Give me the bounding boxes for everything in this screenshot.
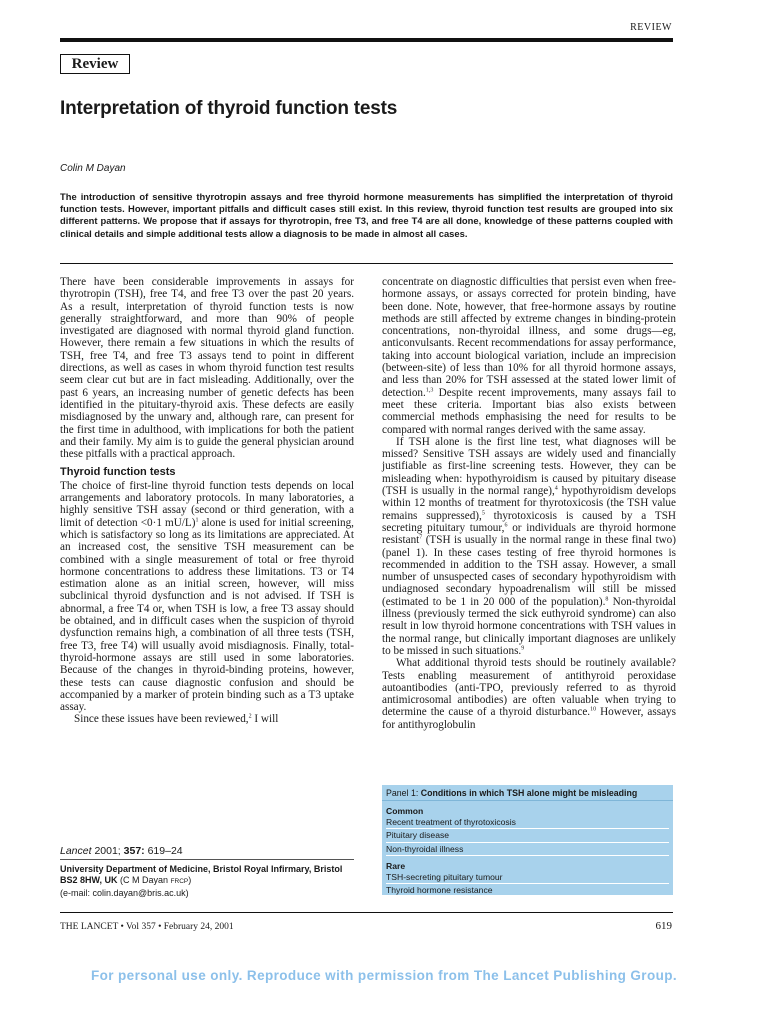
text-run: However, assays for antithyroglobulin xyxy=(382,706,676,731)
page-number: 619 xyxy=(655,920,672,932)
reference-marker[interactable]: 8 xyxy=(605,595,609,602)
panel-list-item: Non-thyroidal illness xyxy=(386,843,669,856)
text-run: alone is used for initial screening, which is satisfactory so long as its limitations are appreciated. At an increased cost, the sensitive TSH measurement can be combined with a single measurement of total or free thyroid hormone concentrations to address these limitations. T3 or T4 estimation alone as an initial screen, however, will miss subclinical thyroid dysfunction and is not advised. If TSH is abnormal, a free T4 or, when TSH is low, a free T3 assay should be obtained, and in difficult cases when the suspicion of thyroid dysfunction remains high, a combination of all three tests (TSH, free T3, free T4) will usually avoid misdiagnosis. Finally, total-thyroid-hormone assays are still used in some laboratories. Because of the changes in thyroid-binding proteins, however, these tests can cause diagnostic confusion and should be accompanied by a marker of protein binding such as a T3 uptake assay. xyxy=(60,516,354,714)
right-column xyxy=(382,276,676,731)
panel-common-section xyxy=(382,801,673,856)
affiliation-author: (C M Dayan xyxy=(117,875,171,886)
panel-section-heading: Rare xyxy=(386,860,406,871)
citation-journal: Lancet xyxy=(60,845,92,857)
panel-title-text: Conditions in which TSH alone might be misleading xyxy=(420,788,638,798)
body-paragraph xyxy=(382,276,676,436)
author-email[interactable]: (e-mail: colin.dayan@bris.ac.uk) xyxy=(60,887,189,898)
text-run: thyrotoxicosis is caused by a TSH secreting pituitary tumour, xyxy=(382,509,676,534)
reference-marker[interactable]: 10 xyxy=(590,706,597,713)
body-paragraph xyxy=(382,436,676,657)
citation-year: 2001; xyxy=(91,845,124,857)
text-run: Since these issues have been reviewed, xyxy=(74,713,249,726)
author-degree: FRCP xyxy=(170,878,189,886)
citation-block xyxy=(60,846,354,899)
footer-journal-line: THE LANCET • Vol 357 • February 24, 2001 xyxy=(60,922,234,932)
text-run: Non-thyroidal illness (previously termed the sick euthyroid syndrome) can also result in low thyroid hormone concentrations with TSH values in the normal range, but clinically important diagnoses are unlikely to be missed in such situations. xyxy=(382,595,677,657)
panel-list-item: Recent treatment of thyrotoxicosis xyxy=(386,816,669,829)
text-run: concentrate on diagnostic difficulties that persist even when free-hormone assays, or assays corrected for protein binding, have been done. Note, however, that free-hormone assays by routine methods are still affected by extreme changes in binding-protein concentrations, non-thyroidal illness, and some drugs—eg, anticonvulsants. Recent recommendations for assay performance, taking into account biological variation, include an imprecision (between-site) of less than 10% for all thyroid hormone assays, and less than 20% for TSH assessed at the stated lower limit of detection. xyxy=(382,276,676,399)
reference-marker[interactable]: 4 xyxy=(554,485,558,492)
article-title: Interpretation of thyroid function tests xyxy=(60,98,398,119)
text-run: hypothyroidism develops within 12 months of treatment for thyrotoxicosis (the TSH value remains suppressed), xyxy=(382,485,676,522)
text-run: I will xyxy=(251,713,279,726)
left-column xyxy=(60,276,354,726)
permission-notice: For personal use only. Reproduce with permission from The Lancet Publishing Group. xyxy=(90,968,678,983)
reference-marker[interactable]: 5 xyxy=(481,509,485,516)
reference-marker[interactable]: 7 xyxy=(419,534,423,541)
affiliation xyxy=(60,864,354,887)
panel-list-item: TSH-secreting pituitary tumour xyxy=(386,871,669,884)
citation-pages: 619–24 xyxy=(144,845,183,857)
top-rule xyxy=(60,38,673,42)
text-run: If TSH alone is the first line test, what diagnoses will be missed? Sensitive TSH assays are widely used and financially justifiable as first-line screening tests. However, they can be misleading when: hypothyroidism is caused by pituitary disease (TSH is usually in the normal range), xyxy=(382,435,676,498)
reference-marker[interactable]: 2 xyxy=(248,713,252,720)
citation-line xyxy=(60,846,354,857)
text-run: or individuals are thyroid hormone resistant xyxy=(382,521,676,547)
abstract-rule xyxy=(60,263,673,264)
body-paragraph xyxy=(382,657,676,731)
reference-marker[interactable]: 1,3 xyxy=(425,386,434,393)
text-run: Despite recent improvements, many assays fail to meet these criteria. Important bias also exists between commercial methods emphasising the need for results to be compared with normal ranges derived with the same assay. xyxy=(382,386,676,436)
text-run: (TSH is usually in the normal range in these final two) (panel 1). In these cases testing of free thyroid hormones is recommended in addition to the TSH assay. However, a small number of unsuspected cases of secondary hypothyroidism with undiagnosed secondary hypoadrenalism will still be missed (estimated to be 1 in 20 000 of the population). xyxy=(382,534,676,608)
panel-rare-section xyxy=(382,856,673,898)
footer-rule xyxy=(60,912,673,913)
text-run: What additional thyroid tests should be routinely available? Tests enabling measurement of antithyroid peroxidase autoantibodies (anti-TPO, previously referred to as thyroid antimicrosomal antibodies) are often valuable when trying to determine the cause of a thyroid disturbance. xyxy=(382,657,676,719)
citation-rule xyxy=(60,859,354,860)
affiliation-close: ) xyxy=(188,875,192,886)
section-header-label: REVIEW xyxy=(630,22,672,33)
panel-label: Panel 1: xyxy=(386,788,421,798)
panel-1 xyxy=(382,785,673,895)
citation-volume: 357: xyxy=(123,845,145,857)
reference-marker[interactable]: 9 xyxy=(521,645,525,652)
panel-section-heading: Common xyxy=(386,806,424,816)
body-paragraph xyxy=(60,480,354,714)
section-heading: Thyroid function tests xyxy=(60,466,176,479)
panel-list-item: Thyroid hormone resistance xyxy=(386,884,669,897)
panel-list-item: Pituitary disease xyxy=(386,829,669,842)
text-run: The choice of first-line thyroid function tests depends on local arrangements and laboratory protocols. In many laboratories, a highly sensitive TSH assay (second or third generation, with a limit of detection <0·1 mU/L) xyxy=(60,479,354,529)
article-author: Colin M Dayan xyxy=(60,163,126,174)
body-paragraph xyxy=(60,713,354,725)
affiliation-text: University Department of Medicine, Bristol Royal Infirmary, Bristol BS2 8HW, UK xyxy=(60,864,343,886)
panel-title xyxy=(382,785,673,801)
intro-paragraph: There have been considerable improvements in assays for thyrotropin (TSH), free T4, and free T3 over the past 20 years. As a result, interpretation of thyroid function tests is now generally straightforward, and more than 90% of people investigated are diagnosed with normal thyroid gland function. However, there remain a few situations in which the results of TSH, free T4, and free T3 assays tend to point in different directions, as well as cases in whom thyroid function test results seem clear cut but are in fact misleading. Additionally, over the past 6 years, an increasing number of genetic defects has been identified in the pituitary-thyroid axis. These defects are easily misdiagnosed by the unwary and, although rare, can present for the first time in adulthood, with implications for both the patient and their family. My aim is to guide the general physician around these pitfalls with a practical approach. xyxy=(60,276,354,461)
reference-marker[interactable]: 1 xyxy=(195,516,199,523)
article-abstract: The introduction of sensitive thyrotropin assays and free thyroid hormone measurements has simplified the interpretation of thyroid function tests. However, important pitfalls and difficult cases still exist. In this review, thyroid function test results are grouped into six different patterns. We propose that if assays for thyrotropin, free T3, and free T4 are all done, knowledge of these patterns coupled with clinical details and simple additional tests allow a diagnosis to be made in almost all cases. xyxy=(60,191,673,239)
reference-marker[interactable]: 6 xyxy=(504,522,508,529)
review-box: Review xyxy=(60,54,130,74)
